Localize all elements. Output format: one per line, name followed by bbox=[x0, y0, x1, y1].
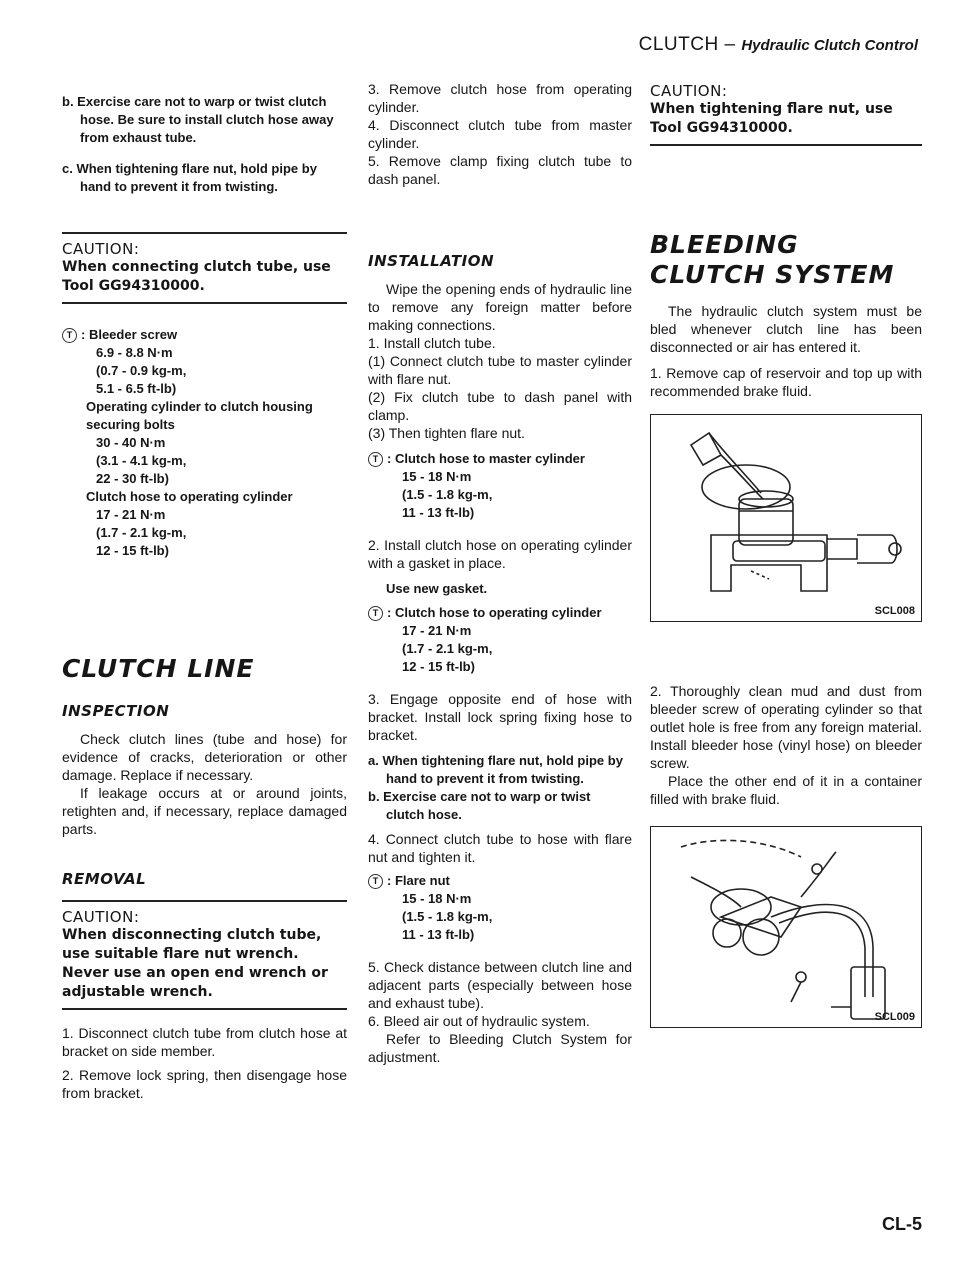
torque-spec-master bbox=[368, 450, 632, 522]
master-label: : Clutch hose to master cylinder bbox=[387, 451, 585, 466]
subsection-title: Hydraulic Clutch Control bbox=[741, 37, 918, 54]
torque-spec-flare bbox=[368, 872, 632, 944]
hose-val-3: 12 - 15 ft-lb) bbox=[96, 543, 169, 558]
bleeder-val-3: 5.1 - 6.5 ft-lb) bbox=[96, 381, 177, 396]
bolts-val-3: 22 - 30 ft-lb) bbox=[96, 471, 169, 486]
install-step-4: 4. Connect clutch tube to hose with flare nut and tighten it. bbox=[368, 831, 632, 865]
caution-text: When connecting clutch tube, use Tool GG94310000. bbox=[62, 259, 331, 294]
column-3 bbox=[650, 80, 922, 1028]
caution-title: CAUTION: bbox=[650, 82, 728, 100]
bleeding-heading: BLEEDING CLUTCH SYSTEM bbox=[650, 230, 895, 289]
flare-val-2: (1.5 - 1.8 kg-m, bbox=[402, 909, 493, 924]
caution-text-1: When disconnecting clutch tube, use suitable flare nut wrench. bbox=[62, 927, 322, 962]
torque-wrench-icon: T bbox=[368, 452, 383, 467]
bleed-intro: The hydraulic clutch system must be bled whenever clutch line has been disconnected or air has entered it. bbox=[650, 303, 922, 355]
hose-val-1: 17 - 21 N·m bbox=[96, 507, 166, 522]
page-header bbox=[639, 34, 918, 56]
figure-label: SCL008 bbox=[874, 605, 915, 617]
opcyl-label: : Clutch hose to operating cylinder bbox=[387, 605, 602, 620]
install-step-1-3: (3) Then tighten flare nut. bbox=[368, 425, 525, 441]
column-2 bbox=[368, 80, 632, 1066]
bleed-step-2: 2. Thoroughly clean mud and dust from bleeder screw of operating cylinder so that outlet hole is free from any foreign material. Install bleeder hose (vinyl hose) on bleeder screw. bbox=[650, 683, 922, 771]
clutch-line-heading: CLUTCH LINE bbox=[62, 654, 255, 683]
master-val-2: (1.5 - 1.8 kg-m, bbox=[402, 487, 493, 502]
master-val-3: 11 - 13 ft-lb) bbox=[402, 505, 475, 520]
install-step-1: 1. Install clutch tube. bbox=[368, 335, 496, 351]
header-dash: – bbox=[718, 34, 742, 55]
opcyl-val-1: 17 - 21 N·m bbox=[402, 623, 472, 638]
caution-box-disconnecting bbox=[62, 900, 347, 1010]
flare-val-1: 15 - 18 N·m bbox=[402, 891, 472, 906]
bolts-val-1: 30 - 40 N·m bbox=[96, 435, 166, 450]
bleeder-val-2: (0.7 - 0.9 kg-m, bbox=[96, 363, 187, 378]
note-c: c. When tightening flare nut, hold pipe by hand to prevent it from twisting. bbox=[62, 161, 317, 194]
note-b: b. Exercise care not to warp or twist clutch hose. Be sure to install clutch hose away from exhaust tube. bbox=[62, 94, 334, 145]
master-val-1: 15 - 18 N·m bbox=[402, 469, 472, 484]
note-b: b. Exercise care not to warp or twist clutch hose. bbox=[368, 789, 591, 822]
install-step-5: 5. Check distance between clutch line and adjacent parts (especially between hose and exhaust tube). bbox=[368, 959, 632, 1011]
inspection-p1: Check clutch lines (tube and hose) for evidence of cracks, deterioration or other damage. Replace if necessary. bbox=[62, 731, 347, 783]
removal-step-5: 5. Remove clamp fixing clutch tube to dash panel. bbox=[368, 153, 632, 187]
install-step-1-2: (2) Fix clutch tube to dash panel with clamp. bbox=[368, 389, 632, 423]
use-new-gasket: Use new gasket. bbox=[386, 581, 488, 596]
caution-text-2: Never use an open end wrench or adjustable wrench. bbox=[62, 965, 328, 1000]
install-step-3: 3. Engage opposite end of hose with bracket. Install lock spring fixing hose to bracket. bbox=[368, 691, 632, 743]
removal-step-1: 1. Disconnect clutch tube from clutch hose at bracket on side member. bbox=[62, 1025, 347, 1059]
column-1 bbox=[62, 80, 347, 1102]
bolts-val-2: (3.1 - 4.1 kg-m, bbox=[96, 453, 187, 468]
inspection-p2: If leakage occurs at or around joints, retighten and, if necessary, replace damaged parts. bbox=[62, 785, 347, 837]
removal-step-2: 2. Remove lock spring, then disengage hose from bracket. bbox=[62, 1067, 347, 1101]
bleed-step-2-sub: Place the other end of it in a container filled with brake fluid. bbox=[650, 773, 922, 807]
install-step-2: 2. Install clutch hose on operating cylinder with a gasket in place. bbox=[368, 537, 632, 571]
torque-wrench-icon: T bbox=[368, 606, 383, 621]
inspection-heading: INSPECTION bbox=[62, 702, 170, 720]
removal-step-4: 4. Disconnect clutch tube from master cylinder. bbox=[368, 117, 632, 151]
removal-step-3: 3. Remove clutch hose from operating cylinder. bbox=[368, 81, 632, 115]
note-a: a. When tightening flare nut, hold pipe by hand to prevent it from twisting. bbox=[368, 753, 623, 786]
reservoir-illustration bbox=[651, 415, 921, 621]
opcyl-val-3: 12 - 15 ft-lb) bbox=[402, 659, 475, 674]
install-step-6-sub: Refer to Bleeding Clutch System for adjustment. bbox=[368, 1031, 632, 1065]
page-number: CL-5 bbox=[882, 1214, 922, 1234]
caution-text: When tightening flare nut, use Tool GG94310000. bbox=[650, 101, 893, 136]
figure-label: SCL009 bbox=[874, 1011, 915, 1023]
bolts-label: Operating cylinder to clutch housing securing bolts bbox=[86, 399, 313, 432]
hose-label: Clutch hose to operating cylinder bbox=[86, 489, 293, 504]
torque-spec-opcyl bbox=[368, 604, 632, 676]
caution-box-tightening bbox=[650, 82, 922, 146]
install-step-6: 6. Bleed air out of hydraulic system. bbox=[368, 1013, 590, 1029]
bleeder-illustration bbox=[651, 827, 921, 1027]
torque-spec-block bbox=[62, 326, 347, 560]
flare-val-3: 11 - 13 ft-lb) bbox=[402, 927, 475, 942]
install-step-1-1: (1) Connect clutch tube to master cylinder with flare nut. bbox=[368, 353, 632, 387]
installation-heading: INSTALLATION bbox=[368, 252, 495, 270]
caution-box-connecting bbox=[62, 232, 347, 304]
bleeder-val-1: 6.9 - 8.8 N·m bbox=[96, 345, 173, 360]
hose-val-2: (1.7 - 2.1 kg-m, bbox=[96, 525, 187, 540]
torque-wrench-icon: T bbox=[62, 328, 77, 343]
bleed-step-1: 1. Remove cap of reservoir and top up with recommended brake fluid. bbox=[650, 365, 922, 399]
flare-label: : Flare nut bbox=[387, 873, 450, 888]
caution-title: CAUTION: bbox=[62, 908, 140, 926]
install-intro: Wipe the opening ends of hydraulic line to remove any foreign matter before making connections. bbox=[368, 281, 632, 333]
caution-title: CAUTION: bbox=[62, 240, 140, 258]
section-title: CLUTCH bbox=[638, 34, 719, 55]
removal-heading: REMOVAL bbox=[62, 870, 147, 888]
opcyl-val-2: (1.7 - 2.1 kg-m, bbox=[402, 641, 493, 656]
figure-reservoir bbox=[650, 414, 922, 622]
torque-wrench-icon: T bbox=[368, 874, 383, 889]
figure-bleeder bbox=[650, 826, 922, 1028]
bleeder-label: : Bleeder screw bbox=[81, 327, 178, 342]
